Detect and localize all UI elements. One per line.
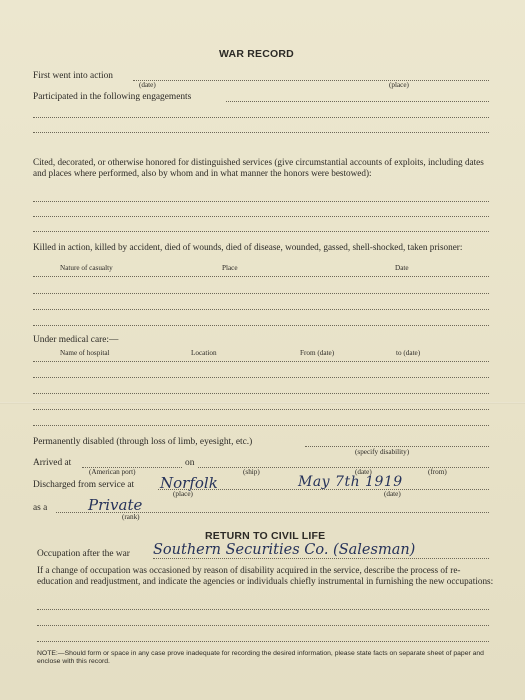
discharged-place-value[interactable]: Norfolk	[160, 474, 218, 492]
discharged-label: Discharged from service at	[33, 480, 135, 490]
medical-line-3[interactable]	[33, 393, 489, 394]
engagements-line-2[interactable]	[33, 117, 489, 118]
engagements-label: Participated in the following engagements	[33, 92, 192, 102]
first-action-line[interactable]	[133, 80, 489, 81]
casualty-line-4[interactable]	[33, 325, 489, 326]
occupation-value[interactable]: Southern Securities Co. (Salesman)	[153, 542, 416, 558]
disabled-label: Permanently disabled (through loss of limb, eyesight, etc.)	[33, 437, 253, 447]
rank-label: as a	[33, 503, 48, 513]
medical-line-5[interactable]	[33, 425, 489, 426]
casualty-text: Killed in action, killed by accident, died of wounds, died of disease, wounded, gassed, shell-shocked, taken prisoner:	[33, 242, 463, 252]
reeducation-line-3[interactable]	[37, 641, 489, 642]
occupation-line[interactable]	[153, 558, 489, 559]
col-location: Location	[191, 349, 217, 357]
disabled-line[interactable]	[305, 446, 489, 447]
casualty-line-1[interactable]	[33, 276, 489, 277]
rank-caption: (rank)	[122, 513, 140, 521]
arrived-label: Arrived at	[33, 458, 72, 468]
place-caption: (place)	[389, 81, 409, 89]
casualty-line-3[interactable]	[33, 309, 489, 310]
disability-caption: (specify disability)	[355, 448, 410, 456]
arrived-on-label: on	[185, 458, 195, 468]
col-place: Place	[222, 264, 238, 272]
page-title: WAR RECORD	[219, 48, 294, 60]
cited-text: Cited, decorated, or otherwise honored for distinguished services (give circumstantial accounts of exploits, including dates and places where performed, also by whom and in what manner the honors were bestowed):	[33, 157, 484, 178]
port-caption: (American port)	[89, 468, 136, 476]
paper-fold	[0, 402, 525, 404]
col-date: Date	[395, 264, 409, 272]
rank-line[interactable]	[56, 512, 489, 513]
discharged-date-caption: (date)	[384, 490, 401, 498]
casualty-line-2[interactable]	[33, 293, 489, 294]
date-caption: (date)	[139, 81, 156, 89]
medical-line-4[interactable]	[33, 409, 489, 410]
engagements-line-3[interactable]	[33, 132, 489, 133]
cited-line-1[interactable]	[33, 201, 489, 202]
col-nature-of-casualty: Nature of casualty	[60, 264, 113, 272]
from-caption: (from)	[428, 468, 447, 476]
reeducation-line-2[interactable]	[37, 625, 489, 626]
col-name-of-hospital: Name of hospital	[60, 349, 110, 357]
arrived-date-caption: (date)	[355, 468, 372, 476]
first-action-label: First went into action	[33, 71, 113, 81]
cited-line-3[interactable]	[33, 231, 489, 232]
footnote: NOTE:—Should form or space in any case prove inadequate for recording the desired information, please state facts on separate sheet of paper and enclose with this record.	[37, 650, 484, 665]
engagements-line[interactable]	[226, 101, 489, 102]
occupation-label: Occupation after the war	[37, 549, 130, 559]
discharged-date-value[interactable]: May 7th 1919	[298, 474, 403, 490]
reeducation-line-1[interactable]	[37, 609, 489, 610]
medical-line-1[interactable]	[33, 361, 489, 362]
col-to-date: to (date)	[396, 349, 421, 357]
medical-label: Under medical care:—	[33, 335, 119, 345]
civil-life-heading: RETURN TO CIVIL LIFE	[205, 530, 326, 542]
discharged-place-caption: (place)	[173, 490, 193, 498]
cited-line-2[interactable]	[33, 216, 489, 217]
rank-value[interactable]: Private	[88, 496, 143, 514]
medical-line-2[interactable]	[33, 377, 489, 378]
ship-caption: (ship)	[243, 468, 260, 476]
discharged-line[interactable]	[158, 489, 489, 490]
col-from-date: From (date)	[300, 349, 335, 357]
occupation-change-text: If a change of occupation was occasioned by reason of disability acquired in the service, describe the process of re-education and readjustment, and indicate the agencies or individuals chiefly instrumental in furnishing the new occupations:	[37, 565, 494, 586]
